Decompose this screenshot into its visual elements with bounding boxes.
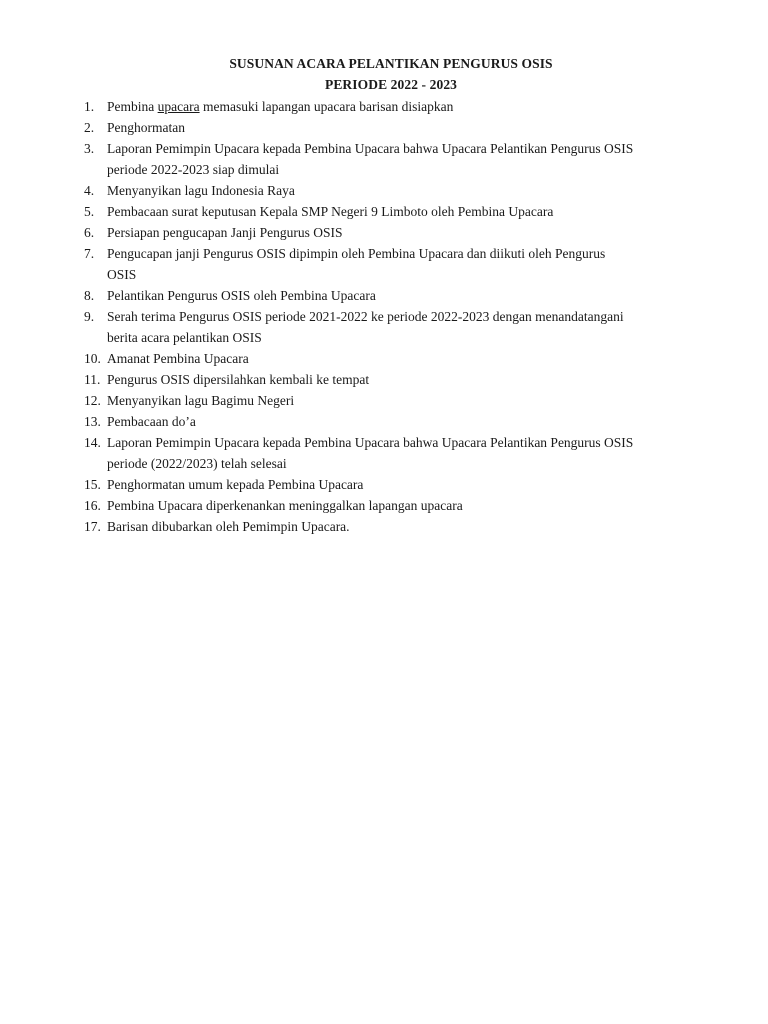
item-text bbox=[107, 96, 704, 117]
document-title bbox=[0, 53, 768, 95]
item-number: 1. bbox=[84, 99, 95, 114]
list-item bbox=[84, 96, 704, 117]
item-number: 7. bbox=[84, 246, 95, 261]
list-item bbox=[84, 348, 704, 369]
list-item bbox=[84, 285, 704, 306]
item-text-continued: berita acara pelantikan OSIS bbox=[107, 330, 262, 345]
item-number: 4. bbox=[84, 183, 95, 198]
list-item bbox=[84, 390, 704, 411]
list-item bbox=[84, 432, 704, 474]
list-item bbox=[84, 117, 704, 138]
item-text-continued: periode (2022/2023) telah selesai bbox=[107, 456, 287, 471]
title-line-2: PERIODE 2022 - 2023 bbox=[324, 77, 458, 92]
item-number: 10. bbox=[84, 351, 101, 366]
item-number: 5. bbox=[84, 204, 95, 219]
item-text-prefix: Pembina bbox=[107, 99, 158, 114]
item-text: Penghormatan bbox=[107, 120, 185, 135]
list-item bbox=[84, 138, 704, 180]
title-line-1: SUSUNAN ACARA PELANTIKAN PENGURUS OSIS bbox=[229, 56, 553, 71]
list-item bbox=[84, 180, 704, 201]
item-text: Laporan Pemimpin Upacara kepada Pembina Upacara bahwa Upacara Pelantikan Pengurus OSIS bbox=[107, 141, 634, 156]
list-item bbox=[84, 495, 704, 516]
list-item bbox=[84, 369, 704, 390]
list-item bbox=[84, 222, 704, 243]
item-number: 12. bbox=[84, 393, 101, 408]
list-item bbox=[84, 516, 704, 537]
item-number: 15. bbox=[84, 477, 101, 492]
item-number: 11. bbox=[84, 372, 101, 387]
item-number: 16. bbox=[84, 498, 101, 513]
item-number: 14. bbox=[84, 435, 101, 450]
item-number: 8. bbox=[84, 288, 95, 303]
list-item bbox=[84, 201, 704, 222]
item-text: Pengucapan janji Pengurus OSIS dipimpin oleh Pembina Upacara dan diikuti oleh Pengurus bbox=[107, 246, 606, 261]
item-text-continued: OSIS bbox=[107, 267, 137, 282]
item-text: Serah terima Pengurus OSIS periode 2021-2022 ke periode 2022-2023 dengan menandatangani bbox=[107, 309, 624, 324]
item-text: Pelantikan Pengurus OSIS oleh Pembina Upacara bbox=[107, 288, 376, 303]
item-text: Laporan Pemimpin Upacara kepada Pembina Upacara bahwa Upacara Pelantikan Pengurus OSIS bbox=[107, 435, 634, 450]
item-number: 17. bbox=[84, 519, 101, 534]
item-text: Menyanyikan lagu Bagimu Negeri bbox=[107, 393, 295, 408]
item-text: Menyanyikan lagu Indonesia Raya bbox=[107, 183, 295, 198]
list-item bbox=[84, 243, 704, 285]
list-item bbox=[84, 411, 704, 432]
item-text: Penghormatan umum kepada Pembina Upacara bbox=[107, 477, 364, 492]
item-text: Pembacaan do’a bbox=[107, 414, 196, 429]
item-number: 13. bbox=[84, 414, 101, 429]
item-text-rest: memasuki lapangan upacara barisan disiapkan bbox=[199, 99, 454, 114]
item-number: 3. bbox=[84, 141, 95, 156]
item-text: Amanat Pembina Upacara bbox=[107, 351, 249, 366]
item-text: Pengurus OSIS dipersilahkan kembali ke tempat bbox=[107, 372, 370, 387]
agenda-list bbox=[84, 96, 704, 537]
item-number: 6. bbox=[84, 225, 95, 240]
item-text: Barisan dibubarkan oleh Pemimpin Upacara. bbox=[107, 519, 350, 534]
item-text: Pembacaan surat keputusan Kepala SMP Negeri 9 Limboto oleh Pembina Upacara bbox=[107, 204, 554, 219]
item-number: 9. bbox=[84, 309, 95, 324]
list-item bbox=[84, 306, 704, 348]
item-number: 2. bbox=[84, 120, 95, 135]
item-text: Pembina Upacara diperkenankan meninggalkan lapangan upacara bbox=[107, 498, 463, 513]
item-text: Persiapan pengucapan Janji Pengurus OSIS bbox=[107, 225, 343, 240]
item-text-continued: periode 2022-2023 siap dimulai bbox=[107, 162, 280, 177]
list-item bbox=[84, 474, 704, 495]
item-text-underlined: upacara bbox=[157, 99, 200, 114]
